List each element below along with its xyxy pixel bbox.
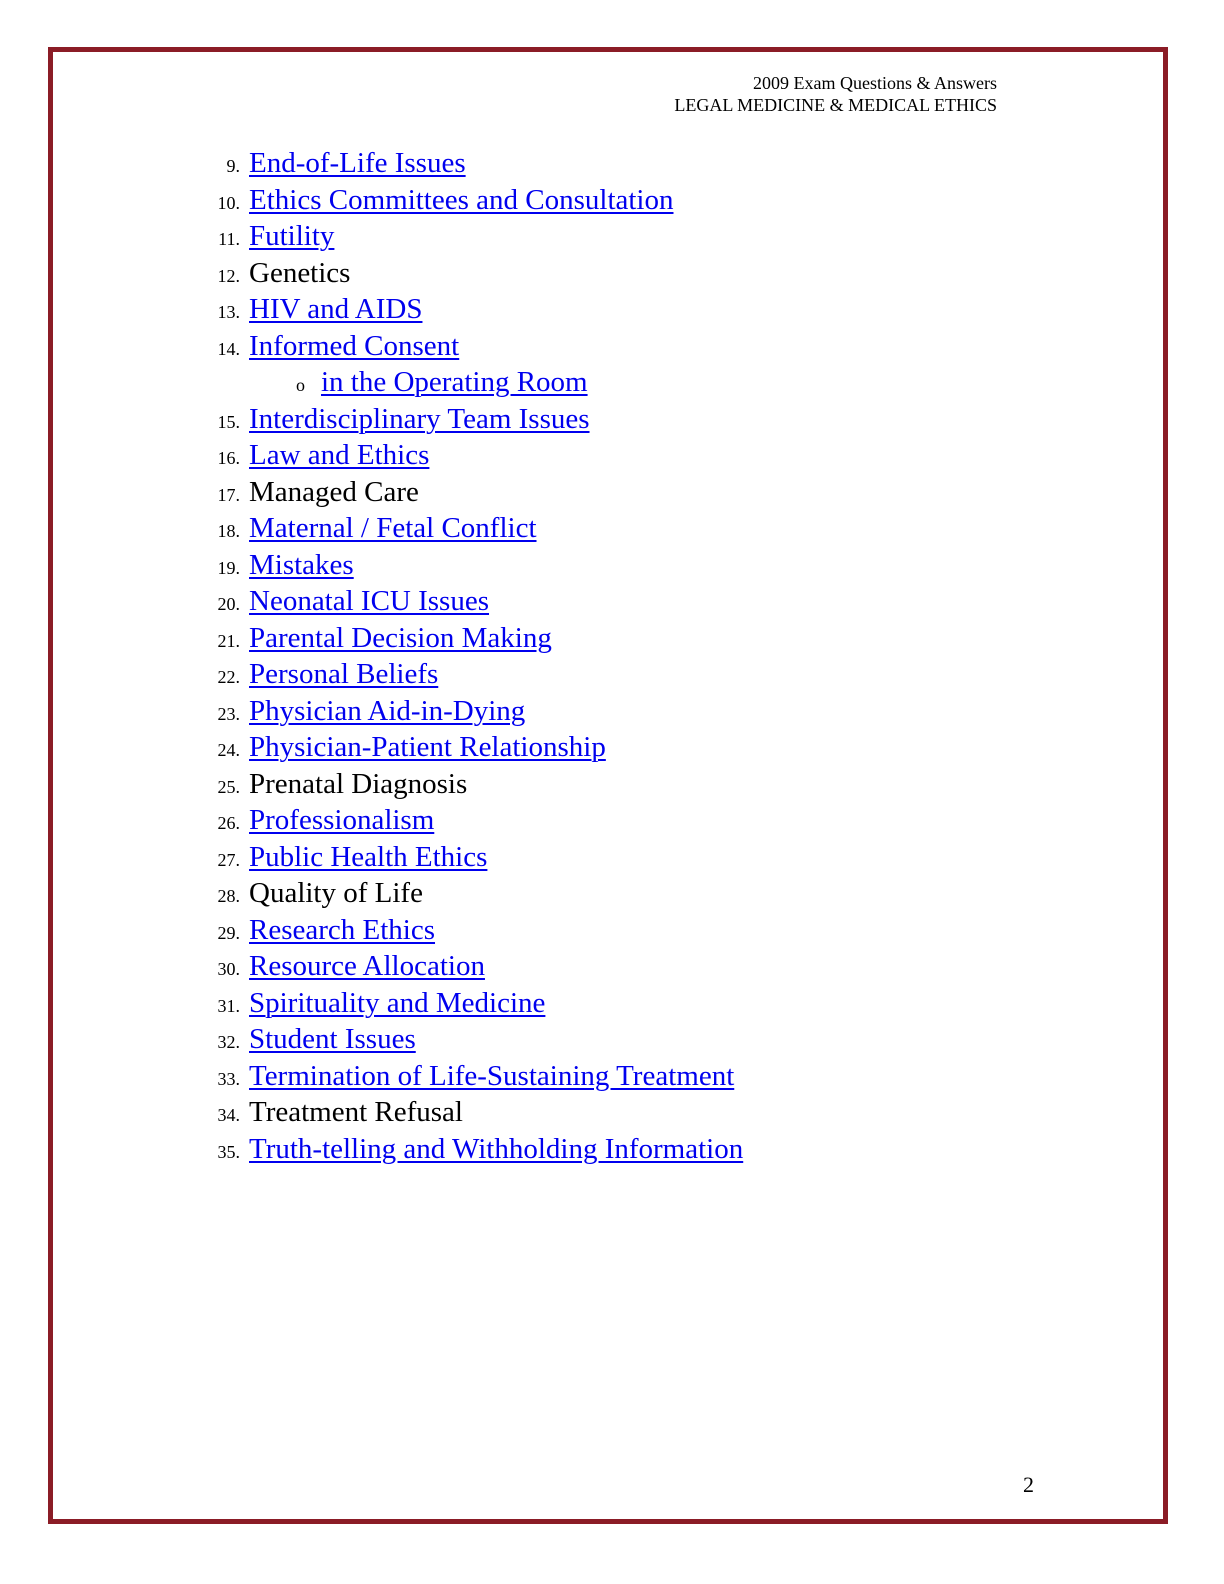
toc-item xyxy=(200,547,743,584)
toc-item-link[interactable]: Mistakes xyxy=(249,548,354,581)
toc-item-number: 29. xyxy=(217,922,240,943)
toc-item-number: 30. xyxy=(217,959,240,979)
toc-item xyxy=(200,1058,743,1095)
toc-item-label: Managed Care xyxy=(249,475,419,508)
toc-item-link[interactable]: Termination of Life-Sustaining Treatment xyxy=(249,1059,735,1092)
toc-item-number: 16. xyxy=(217,448,240,468)
toc-item-number: 20. xyxy=(217,594,240,614)
toc-item-link[interactable]: Futility xyxy=(249,220,335,252)
toc-item-number: 35. xyxy=(217,1141,240,1162)
toc-item xyxy=(200,145,743,182)
toc-item xyxy=(200,182,743,219)
toc-item-label: Genetics xyxy=(249,256,351,289)
toc-item xyxy=(200,1094,743,1131)
toc-item xyxy=(200,1131,743,1168)
toc-item xyxy=(200,948,743,985)
toc-item xyxy=(200,875,743,912)
toc-item-link[interactable]: Research Ethics xyxy=(249,913,436,946)
toc-item-link[interactable]: Informed Consent xyxy=(249,329,460,362)
table-of-contents xyxy=(200,145,743,1167)
toc-item-link[interactable]: Parental Decision Making xyxy=(249,621,552,654)
toc-item xyxy=(200,802,743,839)
toc-item-number: 32. xyxy=(217,1032,240,1052)
toc-item-number: 15. xyxy=(217,411,240,432)
toc-item xyxy=(200,255,743,292)
toc-item-number: 22. xyxy=(217,667,240,687)
toc-item-link[interactable]: Personal Beliefs xyxy=(249,658,439,690)
toc-subitem xyxy=(200,364,743,401)
toc-item-link[interactable]: Professionalism xyxy=(249,804,435,836)
toc-item xyxy=(200,474,743,511)
toc-item-label: Treatment Refusal xyxy=(249,1096,463,1128)
toc-item-label: Prenatal Diagnosis xyxy=(249,767,468,800)
toc-item xyxy=(200,766,743,803)
toc-item-number: 19. xyxy=(217,557,240,578)
toc-item-link[interactable]: Law and Ethics xyxy=(249,439,430,471)
toc-item xyxy=(200,620,743,657)
toc-item-link[interactable]: Physician Aid-in-Dying xyxy=(249,694,526,727)
toc-item xyxy=(200,985,743,1022)
toc-item-number: 12. xyxy=(217,265,240,286)
toc-item xyxy=(200,583,743,620)
toc-item-label: Quality of Life xyxy=(249,877,423,909)
toc-item-link[interactable]: Neonatal ICU Issues xyxy=(249,585,490,617)
toc-item-link[interactable]: Public Health Ethics xyxy=(249,840,488,873)
toc-item xyxy=(200,839,743,876)
toc-item-link[interactable]: Maternal / Fetal Conflict xyxy=(249,512,537,544)
toc-item-link[interactable]: Ethics Committees and Consultation xyxy=(249,183,674,216)
header-title: 2009 Exam Questions & Answers xyxy=(753,73,997,93)
toc-item-link[interactable]: End-of-Life Issues xyxy=(249,147,466,179)
toc-item-link[interactable]: HIV and AIDS xyxy=(249,293,423,325)
page-header xyxy=(674,72,997,116)
toc-item xyxy=(200,218,743,255)
page-number: 2 xyxy=(1023,1472,1034,1497)
toc-item xyxy=(200,510,743,547)
toc-item xyxy=(200,401,743,438)
toc-item-link[interactable]: in the Operating Room xyxy=(321,366,588,398)
toc-item-number: 31. xyxy=(217,995,240,1016)
toc-item-number: 23. xyxy=(217,703,240,724)
toc-item-link[interactable]: Truth-telling and Withholding Information xyxy=(249,1132,744,1165)
toc-item xyxy=(200,291,743,328)
toc-item-number: 24. xyxy=(217,740,240,760)
toc-item-number: 27. xyxy=(217,849,240,870)
toc-item-number: 25. xyxy=(217,776,240,797)
toc-item-number: 28. xyxy=(217,886,240,906)
toc-item xyxy=(200,437,743,474)
toc-item-link[interactable]: Resource Allocation xyxy=(249,950,485,982)
toc-item xyxy=(200,328,743,365)
toc-item xyxy=(200,912,743,949)
toc-item xyxy=(200,729,743,766)
toc-item-number: 11. xyxy=(218,229,240,249)
toc-item-link[interactable]: Interdisciplinary Team Issues xyxy=(249,402,590,435)
toc-item xyxy=(200,1021,743,1058)
toc-item-number: 26. xyxy=(217,813,240,833)
toc-item-link[interactable]: Spirituality and Medicine xyxy=(249,986,546,1019)
toc-item xyxy=(200,693,743,730)
toc-item-link[interactable]: Student Issues xyxy=(249,1023,416,1055)
bullet-icon: o xyxy=(296,375,305,395)
toc-item-number: 14. xyxy=(217,338,240,359)
toc-item-number: 33. xyxy=(217,1068,240,1089)
toc-item-link[interactable]: Physician-Patient Relationship xyxy=(249,731,606,763)
toc-item-number: 18. xyxy=(217,521,240,541)
toc-item-number: 34. xyxy=(217,1105,240,1125)
toc-item-number: 9. xyxy=(226,156,240,176)
toc-item-number: 10. xyxy=(217,192,240,213)
toc-item xyxy=(200,656,743,693)
toc-item-number: 13. xyxy=(217,302,240,322)
header-subtitle: LEGAL MEDICINE & MEDICAL ETHICS xyxy=(674,95,997,115)
toc-item-number: 21. xyxy=(217,630,240,651)
toc-item-number: 17. xyxy=(217,484,240,505)
